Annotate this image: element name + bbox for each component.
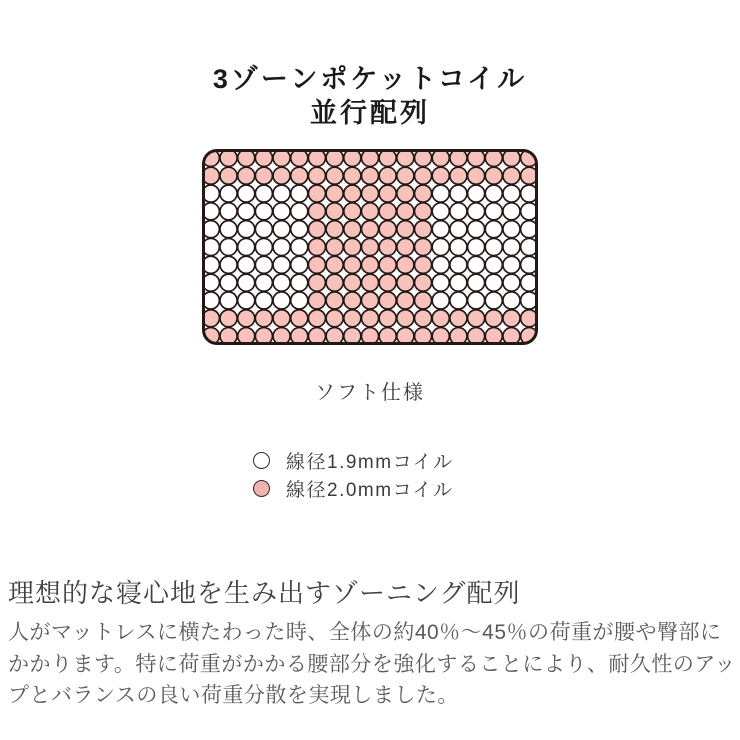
legend-item-firm-coil [253,474,454,502]
section-body-text: 人がマットレスに横たわった時、全体の約40％〜45％の荷重が腰や臀部にかかります。特に荷重がかかる腰部分を強化することにより、耐久性のアップとバランスの良い荷重分散を実現しました。 [8,621,736,707]
legend-label-firm: 線径2.0mmコイル [286,479,454,501]
legend-item-soft-coil [253,446,454,474]
diagram-title-line2: 並行配列 [310,98,430,128]
soft-spec-caption: ソフト仕様 [315,382,425,404]
coil-diagram-svg [202,149,538,345]
firm-coil-swatch-icon [253,480,270,497]
soft-coil-swatch-icon [253,452,270,469]
diagram-title-line1: 3ゾーンポケットコイル [212,64,528,94]
coil-legend [253,446,454,502]
diagram-title [0,62,740,130]
legend-label-soft: 線径1.9mmコイル [286,451,454,473]
coil-layout-diagram [202,149,538,345]
section-heading: 理想的な寝心地を生み出すゾーニング配列 [8,578,521,608]
